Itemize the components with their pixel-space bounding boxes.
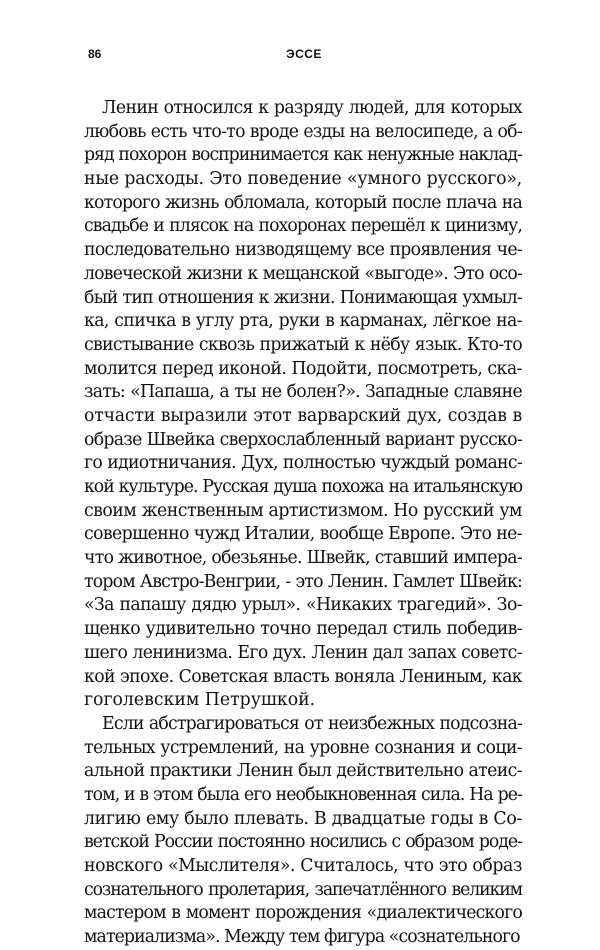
text-line: том, и в этом была его необыкновенная сила. На ре-: [84, 784, 522, 805]
text-line: ряд похорон воспринимается как ненужные наклад-: [84, 145, 522, 166]
text-line: любовь есть что-то вроде езды на велосипеде, а об-: [84, 121, 522, 142]
text-line: ка, спичка в углу рта, руки в карманах, лёгкое на-: [84, 311, 522, 332]
text-line: мастером в момент порождения «диалектического: [84, 903, 522, 924]
text-line: что животное, обезьянье. Швейк, ставший импера-: [84, 548, 522, 569]
text-line: ветской России постоянно носились с образом роде-: [84, 832, 522, 853]
text-line: новского «Мыслителя». Считалось, что это образ: [84, 856, 522, 876]
text-line: Если абстрагироваться от неизбежных подсозна-: [102, 713, 522, 734]
text-line: совершенно чужд Италии, вообще Европе. Это не-: [84, 524, 522, 545]
text-line: материализма». Между тем фигура «сознательного: [84, 927, 520, 948]
text-line: зать: «Папаша, а ты не болен?». Западные славяне: [84, 382, 522, 403]
text-line: «За папашу дядю урыл». «Никаких трагедий». Зо-: [84, 595, 522, 616]
text-line: свистывание сквозь прижатый к нёбу язык. Кто-то: [84, 334, 522, 355]
paragraph: [84, 713, 522, 950]
text-line: ные расходы. Это поведение «умного русского»,: [84, 169, 522, 190]
text-line: своим женственным артистизмом. Но русский ум: [84, 500, 522, 521]
text-line: щенко удивительно точно передал стиль победив-: [84, 619, 522, 640]
text-line: кой эпохе. Советская власть воняла Лениным, как: [84, 666, 522, 687]
text-line: гоголевским Петрушкой.: [84, 690, 316, 711]
text-line: образе Швейка сверхослабленный вариант русско-: [84, 429, 522, 450]
text-line: тором Австро-Венгрии, - это Ленин. Гамлет Швейк:: [84, 571, 522, 592]
text-line: кой культуре. Русская душа похожа на итальянскую: [84, 477, 522, 497]
text-line: ловеческой жизни к мещанской «выгоде». Это осо-: [84, 263, 522, 284]
page-number: 86: [88, 47, 102, 61]
text-line: лигию ему было плевать. В двадцатые годы в Со-: [84, 808, 522, 829]
text-line: отчасти выразили этот варварский дух, создав в: [84, 405, 522, 426]
text-line: сознательного пролетария, запечатлённого великим: [84, 879, 522, 900]
body-text: [84, 97, 522, 950]
paragraph: [84, 97, 522, 713]
text-line: шего ленинизма. Его дух. Ленин дал запах советс-: [84, 642, 522, 663]
text-line: которого жизнь обломала, который после плача на: [84, 192, 522, 213]
text-line: свадьбе и плясок на похоронах перешёл к цинизму,: [84, 216, 522, 237]
text-line: го идиотничания. Дух, полностью чуждый романс-: [84, 453, 522, 474]
running-title: ЭССЕ: [286, 47, 322, 61]
text-line: молится перед иконой. Подойти, посмотреть, ска-: [84, 358, 522, 379]
text-line: Ленин относился к разряду людей, для которых: [102, 98, 522, 118]
text-line: бый тип отношения к жизни. Понимающая ухмыл-: [84, 287, 522, 308]
text-line: последовательно низводящему все проявления че-: [84, 240, 522, 261]
text-line: альной практики Ленин был действительно атеис-: [84, 761, 522, 782]
text-line: тельных устремлений, на уровне сознания и соци-: [84, 737, 522, 758]
